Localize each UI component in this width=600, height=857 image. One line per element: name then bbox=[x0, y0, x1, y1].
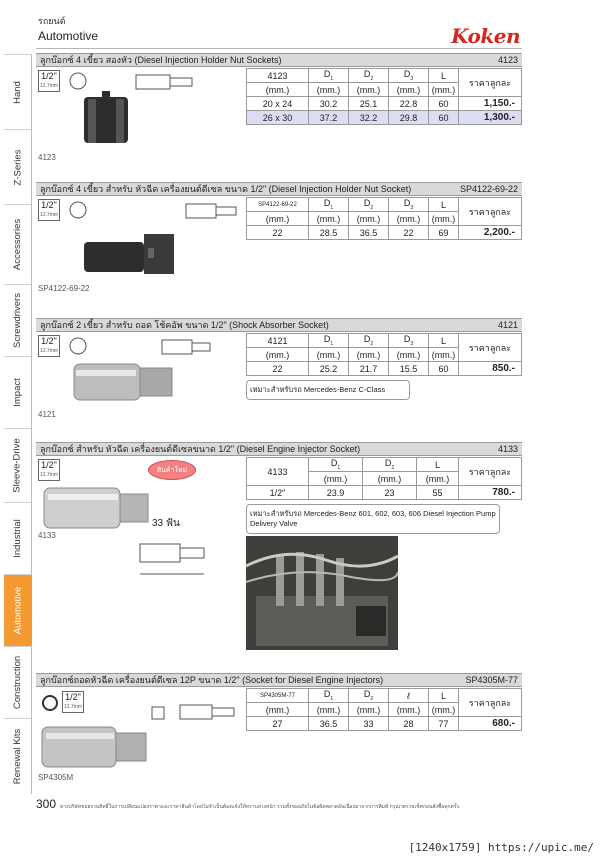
price-header: ราคาลูกละ bbox=[459, 198, 522, 226]
tab-renewal-kits[interactable]: Renewal Kits bbox=[4, 718, 32, 794]
section-title: ลูกบ๊อกซ์ 4 เขี้ยว สองหัว (Diesel Injection Holder Nut Sockets) bbox=[40, 55, 282, 65]
section-title-bar bbox=[36, 53, 522, 67]
tab-industrial[interactable]: Industrial bbox=[4, 502, 32, 574]
section-title-bar bbox=[36, 673, 522, 687]
drive-size-box: 1/2" 12.7mm bbox=[38, 459, 60, 481]
tab-z-series[interactable]: Z-Series bbox=[4, 129, 32, 204]
product-code: 4121 bbox=[497, 320, 518, 330]
table-row: 1/2" 23.9 23 55 780.- bbox=[247, 486, 522, 500]
engine-photo bbox=[246, 536, 398, 650]
product-code: 4123 bbox=[497, 55, 518, 65]
page-footer bbox=[36, 797, 522, 811]
section-title-bar bbox=[36, 182, 522, 196]
category-thai: รถยนต์ bbox=[38, 16, 66, 26]
socket-4121-image bbox=[66, 334, 246, 414]
price-cell: 780.- bbox=[459, 486, 522, 500]
section-title: ลูกบ๊อกซ์ สำหรับ หัวฉีด เครื่องยนต์ดีเซลขนาด 1/2" (Diesel Engine Injector Socket) bbox=[40, 444, 361, 454]
socket-4123-image bbox=[66, 69, 246, 149]
drive-size-box: 1/2" 12.7mm bbox=[62, 691, 84, 713]
compatibility-note: เหมาะสำหรับรถ Mercedes-Benz 601, 602, 603, 606 Diesel Injection Pump Delivery Valve bbox=[246, 504, 500, 534]
price-cell: 1,300.- bbox=[459, 111, 522, 125]
section-title-bar bbox=[36, 442, 522, 456]
section-title: ลูกบ๊อกซ์ 2 เขี้ยว สำหรับ ถอด โช้คอัพ ขนาด 1/2" (Shock Absorber Socket) bbox=[40, 320, 329, 330]
tab-accessories[interactable]: Accessories bbox=[4, 204, 32, 284]
product-4121 bbox=[36, 318, 522, 423]
image-caption: SP4305M bbox=[38, 773, 74, 782]
socket-sp4305m-image bbox=[40, 703, 240, 773]
header-divider bbox=[36, 48, 522, 49]
watermark: [1240x1759] https://upic.me/ bbox=[408, 841, 594, 854]
page-number: 300 bbox=[36, 797, 57, 811]
price-header: ราคาลูกละ bbox=[459, 69, 522, 97]
tab-hand[interactable]: Hand bbox=[4, 54, 32, 129]
disclaimer: ทางบริษัทขอสงวนสิทธิ์ในการเปลี่ยนแปลงราคาและราคาสินค้าโดยไม่จำเป็นต้องแจ้งให้ทราบล่วงหน้า รวมทั้งขออภัยในข้อผิดพลาดอันเนื่องมาจากการพิมพ์ กรุณาตรวจเช็คก่อนสั่งซื้อทุกครั้ง bbox=[60, 804, 460, 810]
koken-logo: Koken bbox=[451, 24, 520, 48]
product-4123 bbox=[36, 53, 522, 163]
product-sp4122-69-22 bbox=[36, 182, 522, 297]
spec-table: SP4305M-77 $D_1$ $D_2$ ℓ L ราคาลูกละ (mm.) (mm.) (mm.) (mm.) (mm.) 27 36.5 33 28 77 680.- bbox=[246, 688, 522, 731]
new-product-badge: สินค้าใหม่ bbox=[148, 460, 196, 480]
table-row: 26 x 30 37.2 32.2 29.8 60 1,300.- bbox=[247, 111, 522, 125]
tab-sleeve-drive[interactable]: Sleeve-Drive bbox=[4, 428, 32, 502]
drive-size-box: 1/2" 12.7mm bbox=[38, 199, 60, 221]
page-header bbox=[38, 14, 98, 43]
tab-automotive[interactable]: Automotive bbox=[4, 574, 32, 646]
spec-table: 4121 $D_1$ $D_2$ $D_3$ L ราคาลูกละ (mm.) (mm.) (mm.) (mm.) (mm.) 22 25.2 21.7 15.5 60 850.- bbox=[246, 333, 522, 376]
teeth-count: 33 ฟัน bbox=[152, 518, 180, 529]
tab-construction[interactable]: Construction bbox=[4, 646, 32, 718]
image-caption: 4133 bbox=[38, 531, 56, 540]
spec-table: 4123 $D_1$ $D_2$ $D_3$ L ราคาลูกละ (mm.) (mm.) (mm.) (mm.) (mm.) 20 x 24 30.2 25.1 22.8 60 1,150.- 26 x 30 37.2 32.2 29.8 60 1,300.- bbox=[246, 68, 522, 125]
socket-sp4122-image bbox=[66, 198, 246, 288]
price-cell: 850.- bbox=[459, 362, 522, 376]
col-header-code: 4123 bbox=[247, 69, 309, 83]
table-row: 22 28.5 36.5 22 69 2,200.- bbox=[247, 226, 522, 240]
tab-impact[interactable]: Impact bbox=[4, 356, 32, 428]
table-row: 22 25.2 21.7 15.5 60 850.- bbox=[247, 362, 522, 376]
image-caption: 4121 bbox=[38, 410, 56, 419]
drive-size-box: 1/2" 12.7mm bbox=[38, 335, 60, 357]
price-cell: 2,200.- bbox=[459, 226, 522, 240]
tab-screwdrivers[interactable]: Screwdrivers bbox=[4, 284, 32, 356]
table-row: 20 x 24 30.2 25.1 22.8 60 1,150.- bbox=[247, 97, 522, 111]
section-title-bar bbox=[36, 318, 522, 332]
compatibility-note: เหมาะสำหรับรถ Mercedes-Benz C-Class bbox=[246, 380, 410, 400]
section-title: ลูกบ๊อกซ์ 4 เขี้ยว สำหรับ หัวฉีด เครื่องยนต์ดีเซล ขนาด 1/2" (Diesel Injection Holder Nut Socket) bbox=[40, 184, 412, 194]
spec-table: 4133 $D_1$ $D_2$ L ราคาลูกละ (mm.) (mm.) (mm.) 1/2" 23.9 23 55 780.- bbox=[246, 457, 522, 500]
spec-table: SP4122-69-22 $D_1$ $D_2$ $D_3$ L ราคาลูกละ (mm.) (mm.) (mm.) (mm.) (mm.) 22 28.5 36.5 22 69 2,200.- bbox=[246, 197, 522, 240]
table-row: 27 36.5 33 28 77 680.- bbox=[247, 717, 522, 731]
price-header: ราคาลูกละ bbox=[459, 689, 522, 717]
product-code: SP4305M-77 bbox=[465, 675, 518, 685]
product-code: 4133 bbox=[497, 444, 518, 454]
price-header: ราคาลูกละ bbox=[459, 334, 522, 362]
price-cell: 1,150.- bbox=[459, 97, 522, 111]
product-code: SP4122-69-22 bbox=[459, 184, 518, 194]
product-sp4305m-77 bbox=[36, 673, 522, 788]
image-caption: SP4122-69-22 bbox=[38, 284, 90, 293]
price-cell: 680.- bbox=[459, 717, 522, 731]
category-english: Automotive bbox=[38, 29, 99, 43]
price-header: ราคาลูกละ bbox=[459, 458, 522, 486]
section-title: ลูกบ๊อกซ์ถอดหัวฉีด เครื่องยนต์ดีเซล 12P ขนาด 1/2" (Socket for Diesel Engine Injectors) bbox=[40, 675, 384, 685]
image-caption: 4123 bbox=[38, 153, 56, 162]
socket-4133-image bbox=[40, 482, 210, 592]
product-4133 bbox=[36, 442, 522, 654]
drive-size-box: 1/2" 12.7mm bbox=[38, 70, 60, 92]
